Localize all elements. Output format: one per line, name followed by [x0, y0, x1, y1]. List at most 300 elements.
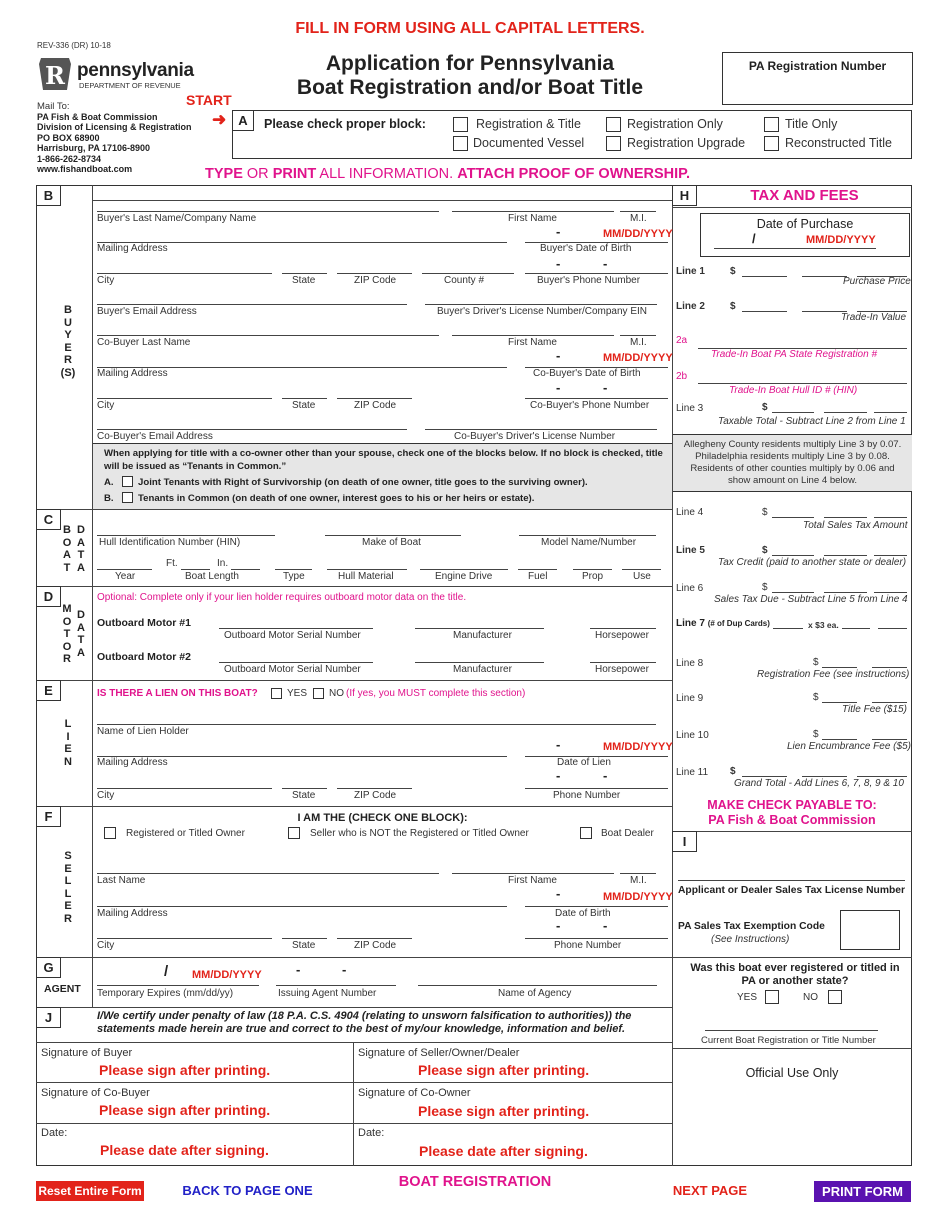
section-a-letter: A [232, 110, 254, 131]
vertical-letter: (S) [60, 366, 76, 379]
in-label: In. [217, 558, 229, 569]
type-input[interactable] [275, 569, 312, 570]
or-word: OR [242, 166, 273, 182]
county-tax-notice [673, 434, 912, 492]
year-label: Year [115, 571, 136, 582]
vertical-letter: U [64, 316, 72, 329]
line-7-input[interactable] [842, 628, 870, 629]
section-d-letter: D [36, 586, 61, 607]
registration-upgrade-label: Registration Upgrade [627, 136, 746, 150]
buyer-mi-input[interactable] [620, 211, 656, 212]
sales-tax-license-input[interactable] [678, 880, 905, 881]
phone-dash: - [603, 768, 608, 783]
date-buyer-label: Date: [41, 1127, 68, 1139]
next-page-button[interactable]: NEXT PAGE [672, 1183, 748, 1198]
dup-cards-input[interactable] [773, 628, 803, 629]
line-9-input[interactable] [822, 702, 857, 703]
cobuyer-city-label: City [97, 400, 115, 411]
issuing-agent-label: Issuing Agent Number [278, 988, 377, 999]
line-3-label: Line 3 [676, 403, 704, 414]
date-dash: - [556, 224, 561, 239]
lien-city-input[interactable] [97, 788, 272, 789]
line-4-input[interactable] [772, 517, 814, 518]
phone-dash: - [603, 918, 608, 933]
documented-vessel-label: Documented Vessel [473, 136, 585, 150]
lien-city-label: City [97, 790, 115, 801]
buyer-phone-input[interactable] [525, 273, 668, 274]
lien-date-label: Date of Lien [557, 757, 611, 768]
signature-middle-divider [353, 1042, 354, 1166]
motor-1-serial-input[interactable] [219, 628, 373, 629]
vertical-letter: A [77, 561, 85, 574]
motor-1-horsepower-label: Horsepower [595, 630, 649, 641]
boat-dealer-checkbox[interactable] [580, 827, 592, 839]
line-8-input[interactable] [822, 667, 857, 668]
cobuyer-dob-label: Co-Buyer's Date of Birth [533, 368, 641, 379]
registration-only-checkbox[interactable] [606, 117, 621, 132]
buyer-county-label: County # [444, 275, 485, 286]
signature-top-rule [36, 1042, 672, 1043]
buyer-city-input[interactable] [97, 273, 272, 274]
vertical-letter: D [77, 524, 85, 536]
right-column-divider [672, 185, 673, 1166]
hull-material-label: Hull Material [338, 571, 394, 582]
cobuyer-state-input[interactable] [282, 398, 327, 399]
fuel-input[interactable] [518, 569, 557, 570]
hull-material-input[interactable] [327, 569, 407, 570]
buyer-dob-label: Buyer's Date of Birth [540, 243, 632, 254]
lien-holder-input[interactable] [97, 724, 656, 725]
buyer-last-name-input[interactable] [97, 211, 439, 212]
lien-vertical-label [56, 718, 80, 768]
lien-state-input[interactable] [282, 788, 327, 789]
cobuyer-first-name-input[interactable] [452, 335, 614, 336]
logo-department: DEPARTMENT OF REVENUE [79, 81, 181, 90]
lien-zip-input[interactable] [337, 788, 412, 789]
mail-line: Division of Licensing & Registration [37, 122, 192, 133]
sig-coowner-field[interactable]: Please sign after printing. [418, 1103, 590, 1119]
line-8-label: Line 8 [676, 658, 704, 669]
reg-fee-label: Registration Fee (see instructions) [757, 669, 910, 680]
sig-buyer-label: Signature of Buyer [41, 1047, 133, 1059]
lien-no-label: NO [329, 688, 344, 699]
sig-cobuyer-field[interactable]: Please sign after printing. [99, 1102, 271, 1118]
see-instructions-label: (See Instructions) [711, 934, 790, 945]
sales-tax-license-label: Applicant or Dealer Sales Tax License Number [678, 885, 905, 896]
length-ft-input[interactable] [181, 569, 210, 570]
vertical-letter: N [64, 755, 72, 768]
boat-length-label: Boat Length [185, 571, 239, 582]
seller-first-name-label: First Name [508, 875, 557, 886]
seller-mailing-input[interactable] [97, 906, 507, 907]
sales-due-label: Sales Tax Due - Subtract Line 5 from Line 4 [714, 594, 908, 605]
line-5-input[interactable] [772, 555, 814, 556]
purchase-date-placeholder: MM/DD/YYYY [806, 234, 876, 246]
section-i-mid-rule [672, 957, 912, 958]
county-tax-text: Allegheny County residents multiply Line 3 by 0.07. Philadelphia residents multiply Line 3 by 0.08. Residents of other counties multiply by 0.06 and show amount on Line 4 below. [683, 439, 902, 486]
sig-seller-field[interactable]: Please sign after printing. [418, 1062, 590, 1078]
seller-city-input[interactable] [97, 938, 272, 939]
dollar-sign: $ [762, 402, 768, 413]
registration-title-checkbox[interactable] [453, 117, 468, 132]
documented-vessel-checkbox[interactable] [453, 136, 468, 151]
motor-optional-note: Optional: Complete only if your lien holder requires outboard motor data on the title. [97, 592, 467, 603]
line-10-input[interactable] [872, 739, 907, 740]
joint-tenants-checkbox[interactable] [122, 476, 133, 487]
vertical-letter: L [64, 875, 72, 887]
dup-cards-label: (# of Dup Cards) [707, 619, 770, 628]
phone-dash: - [556, 380, 561, 395]
lien-yes-checkbox[interactable] [271, 688, 282, 699]
line-6-input[interactable] [874, 592, 907, 593]
use-input[interactable] [622, 569, 661, 570]
date-dash: - [556, 886, 561, 901]
buyer-first-name-label: First Name [508, 213, 557, 224]
vertical-letter: A [77, 536, 85, 549]
issuing-agent-input[interactable] [276, 985, 396, 986]
vertical-letter: R [63, 653, 71, 665]
line-8-input[interactable] [872, 667, 907, 668]
vertical-letter: E [64, 341, 72, 354]
buyer-zip-input[interactable] [337, 273, 412, 274]
ownership-notice-text: When applying for title with a co-owner other than your spouse, check one of the blocks below. If no block is checked, title will be issued as “Tenants in Common.” [104, 448, 663, 472]
current-registration-label: Current Boat Registration or Title Number [701, 1035, 876, 1046]
divider-e-f [36, 806, 672, 807]
title-line-2: Boat Registration and/or Boat Title [296, 76, 644, 99]
registered-yes-checkbox[interactable] [765, 990, 779, 1004]
reset-form-button[interactable]: Reset Entire Form [36, 1181, 144, 1201]
title-line-1: Application for Pennsylvania [325, 52, 615, 75]
hin-input[interactable] [97, 535, 275, 536]
lien-mailing-label: Mailing Address [97, 757, 168, 768]
buyer-dl-input[interactable] [425, 304, 657, 305]
cobuyer-city-input[interactable] [97, 398, 272, 399]
line-4-label: Line 4 [676, 507, 704, 518]
line-11-label: Line 11 [676, 767, 709, 778]
tenants-common-label: Tenants in Common (on death of one owner, interest goes to his or her heirs or estate). [138, 493, 535, 504]
cobuyer-email-input[interactable] [97, 429, 407, 430]
motor-2-serial-label: Outboard Motor Serial Number [224, 664, 361, 675]
motor-vertical-label [61, 603, 73, 666]
pa-registration-number-label: PA Registration Number [748, 59, 887, 73]
vertical-letter: T [63, 628, 71, 640]
section-g-letter: G [36, 957, 61, 978]
line-11-input[interactable] [802, 776, 847, 777]
buyer-email-input[interactable] [97, 304, 407, 305]
line-1-input[interactable] [802, 276, 847, 277]
line-6-input[interactable] [772, 592, 814, 593]
start-arrow-icon: ➜ [212, 110, 227, 129]
lien-note: (If yes, you MUST complete this section) [346, 688, 526, 699]
cobuyer-dl-input[interactable] [425, 429, 657, 430]
trade-hin-label: Trade-In Boat Hull ID # (HIN) [729, 385, 858, 396]
phone-dash: - [556, 256, 561, 271]
date-of-purchase-label: Date of Purchase [756, 217, 854, 231]
type-print-instruction [205, 166, 690, 182]
signature-row-rule [36, 1123, 672, 1124]
section-i-letter: I [672, 831, 697, 852]
agency-name-label: Name of Agency [498, 988, 572, 999]
mail-line: 1-866-262-8734 [37, 153, 102, 164]
seller-zip-label: ZIP Code [354, 940, 397, 951]
line-11-input[interactable] [742, 776, 787, 777]
mail-line: www.fishandboat.com [37, 164, 133, 175]
line-3-input[interactable] [824, 412, 867, 413]
sig-cobuyer-label: Signature of Co-Buyer [41, 1087, 150, 1099]
seller-phone-label: Phone Number [554, 940, 622, 951]
vertical-letter: E [64, 862, 72, 875]
line-9-label: Line 9 [676, 693, 704, 704]
buyer-state-input[interactable] [282, 273, 327, 274]
trade-hin-input[interactable] [698, 383, 907, 384]
dollar-sign: $ [762, 507, 768, 518]
seller-zip-input[interactable] [337, 938, 412, 939]
pa-registration-number-box[interactable] [722, 52, 913, 105]
title-only-label: Title Only [785, 117, 838, 131]
logo-name: pennsylvania [77, 60, 194, 81]
tax-credit-label: Tax Credit (paid to another state or dealer) [718, 557, 907, 568]
motor-2-horsepower-input[interactable] [590, 662, 656, 663]
trade-in-label: Trade-In Value [841, 312, 907, 323]
tax-title-rule [672, 207, 912, 208]
motor-1-manufacturer-input[interactable] [415, 628, 544, 629]
keystone-logo-icon [37, 56, 73, 92]
cobuyer-mi-input[interactable] [620, 335, 656, 336]
buyer-state-label: State [292, 275, 316, 286]
motor-2-label: Outboard Motor #2 [97, 651, 191, 663]
registered-owner-checkbox[interactable] [104, 827, 116, 839]
motor-2-manufacturer-label: Manufacturer [453, 664, 512, 675]
vertical-letter: R [64, 354, 72, 366]
cobuyer-zip-label: ZIP Code [354, 400, 397, 411]
exemption-code-input[interactable] [840, 910, 900, 950]
date-slash: / [164, 963, 169, 980]
motor-1-serial-label: Outboard Motor Serial Number [224, 630, 361, 641]
joint-tenants-letter: A. [104, 477, 114, 488]
vertical-letter: S [64, 850, 72, 862]
registered-question: Was this boat ever registered or titled in PA or another state? [690, 962, 900, 987]
lien-zip-label: ZIP Code [354, 790, 397, 801]
line-1-label: Line 1 [676, 266, 705, 277]
tax-fees-title: TAX AND FEES [750, 187, 859, 204]
motor-2-manufacturer-input[interactable] [415, 662, 544, 663]
line-3-input[interactable] [772, 412, 814, 413]
seller-city-label: City [97, 940, 115, 951]
agency-name-input[interactable] [418, 985, 657, 986]
form-title [250, 52, 690, 100]
seller-state-label: State [292, 940, 316, 951]
mail-address-block [37, 112, 192, 174]
date-seller-field[interactable]: Please date after signing. [419, 1143, 588, 1159]
fuel-label: Fuel [528, 571, 548, 582]
type-label: Type [283, 571, 305, 582]
phone-dash: - [556, 918, 561, 933]
date-buyer-field[interactable]: Please date after signing. [100, 1142, 269, 1158]
title-only-checkbox[interactable] [764, 117, 779, 132]
line-3-input[interactable] [874, 412, 907, 413]
buyer-county-input[interactable] [422, 273, 514, 274]
line-11-input[interactable] [857, 776, 907, 777]
temp-expires-label: Temporary Expires (mm/dd/yy) [97, 988, 234, 999]
buyer-last-name-label: Buyer's Last Name/Company Name [97, 213, 257, 224]
cobuyer-zip-input[interactable] [337, 398, 412, 399]
line-2-label: Line 2 [676, 301, 705, 312]
sig-buyer-field[interactable]: Please sign after printing. [99, 1062, 271, 1078]
seller-state-input[interactable] [282, 938, 327, 939]
line-7-input[interactable] [878, 628, 907, 629]
agent-dash: - [296, 962, 301, 977]
date-dash: - [556, 348, 561, 363]
engine-drive-input[interactable] [420, 569, 508, 570]
registration-only-label: Registration Only [627, 117, 723, 131]
buyer-email-label: Buyer's Email Address [97, 306, 197, 317]
payable-to [672, 798, 912, 828]
sig-coowner-label: Signature of Co-Owner [358, 1087, 471, 1099]
vertical-letter: L [64, 887, 72, 900]
seller-dob-input[interactable] [525, 906, 668, 907]
tenants-common-checkbox[interactable] [122, 492, 133, 503]
dollar-sign: $ [730, 766, 736, 777]
line-4-input[interactable] [824, 517, 867, 518]
motor-2-serial-input[interactable] [219, 662, 373, 663]
print-form-button[interactable]: PRINT FORM [814, 1181, 911, 1202]
line-7-label: Line 7 [676, 618, 705, 629]
section-c-letter: C [36, 509, 61, 530]
hin-label: Hull Identification Number (HIN) [99, 537, 241, 548]
buyer-mi-label: M.I. [630, 213, 647, 224]
line-10-input[interactable] [822, 739, 857, 740]
registration-upgrade-checkbox[interactable] [606, 136, 621, 151]
lien-state-label: State [292, 790, 316, 801]
lien-holder-label: Name of Lien Holder [97, 726, 189, 737]
phone-dash: - [603, 380, 608, 395]
svg-text:R: R [45, 61, 65, 90]
vertical-letter: T [63, 561, 71, 574]
agent-dash: - [342, 962, 347, 977]
grand-total-label: Grand Total - Add Lines 6, 7, 8, 9 & 10 [734, 778, 904, 789]
date-of-purchase-input[interactable] [714, 248, 876, 249]
use-label: Use [633, 571, 651, 582]
line-2a-label: 2a [676, 335, 688, 346]
temp-expires-input[interactable] [97, 985, 259, 986]
line-4-input[interactable] [874, 517, 907, 518]
trade-reg-label: Trade-In Boat PA State Registration # [711, 349, 878, 360]
line-9-input[interactable] [872, 702, 907, 703]
official-use-rule [672, 1048, 912, 1049]
buyer-first-name-input[interactable] [452, 211, 614, 212]
cobuyer-phone-input[interactable] [525, 398, 668, 399]
vertical-letter: B [64, 304, 72, 316]
seller-not-owner-checkbox[interactable] [288, 827, 300, 839]
seller-heading: I AM THE (CHECK ONE BLOCK): [297, 812, 468, 824]
proof-ownership-text: ATTACH PROOF OF OWNERSHIP. [457, 166, 690, 182]
length-in-input[interactable] [231, 569, 260, 570]
divider-g-j [36, 1007, 672, 1008]
x3-label: x $3 ea. [808, 620, 839, 630]
seller-not-owner-label: Seller who is NOT the Registered or Titled Owner [310, 828, 529, 839]
date-dash: - [556, 737, 561, 752]
section-b-letter: B [36, 185, 61, 206]
vertical-letter: O [62, 640, 72, 653]
mail-line: PO BOX 68900 [37, 132, 100, 143]
seller-vertical-label [56, 850, 80, 925]
cobuyer-last-name-input[interactable] [97, 335, 439, 336]
model-input[interactable] [519, 535, 656, 536]
date-of-purchase-box[interactable] [700, 213, 910, 257]
type-word: TYPE [205, 166, 243, 182]
registered-no-checkbox[interactable] [828, 990, 842, 1004]
prop-input[interactable] [573, 569, 612, 570]
current-registration-input[interactable] [705, 1030, 878, 1031]
make-label: Make of Boat [362, 537, 421, 548]
cobuyer-phone-label: Co-Buyer's Phone Number [530, 400, 650, 411]
vertical-letter: Y [64, 329, 72, 341]
line-5-input[interactable] [874, 555, 907, 556]
seller-first-name-input[interactable] [452, 873, 614, 874]
seller-mi-label: M.I. [630, 875, 647, 886]
lien-no-checkbox[interactable] [313, 688, 324, 699]
lien-date-placeholder: MM/DD/YYYY [603, 741, 673, 753]
motor-1-horsepower-input[interactable] [590, 628, 656, 629]
exemption-code-label: PA Sales Tax Exemption Code [678, 921, 825, 932]
mail-line: Harrisburg, PA 17106-8900 [37, 143, 151, 154]
lien-fee-label: Lien Encumbrance Fee ($5) [787, 741, 911, 752]
year-input[interactable] [97, 569, 152, 570]
back-page-one-button[interactable]: BACK TO PAGE ONE [182, 1183, 313, 1198]
reconstructed-title-checkbox[interactable] [764, 136, 779, 151]
line-6-input[interactable] [824, 592, 867, 593]
section-f-letter: F [36, 806, 61, 827]
mail-line: PA Fish & Boat Commission [37, 112, 158, 122]
left-label-column-divider [92, 185, 93, 1007]
data-vertical-label [75, 524, 87, 574]
line-2-input[interactable] [742, 311, 787, 312]
line-5-input[interactable] [824, 555, 867, 556]
agent-label: AGENT [44, 983, 81, 995]
fill-caps-instruction: FILL IN FORM USING ALL CAPITAL LETTERS. [295, 20, 645, 37]
vertical-letter: L [64, 718, 72, 730]
cobuyer-dob-placeholder: MM/DD/YYYY [603, 352, 673, 364]
engine-drive-label: Engine Drive [435, 571, 493, 582]
vertical-letter: O [62, 615, 72, 628]
mail-to-label: Mail To: [37, 101, 70, 112]
vertical-letter: T [77, 634, 85, 646]
agent-temp-placeholder: MM/DD/YYYY [192, 969, 262, 981]
line-1-input[interactable] [742, 276, 787, 277]
buyer-zip-label: ZIP Code [354, 275, 397, 286]
boat-dealer-label: Boat Dealer [601, 828, 654, 839]
seller-last-name-input[interactable] [97, 873, 439, 874]
section-a-prompt: Please check proper block: [264, 117, 426, 131]
payable-line-2: PA Fish & Boat Commission [708, 813, 876, 827]
dollar-sign: $ [730, 301, 736, 312]
purchase-price-label: Purchase Price [843, 276, 911, 287]
seller-phone-input[interactable] [525, 938, 668, 939]
section-j-letter: J [36, 1007, 61, 1028]
lien-question: IS THERE A LIEN ON THIS BOAT? [97, 688, 258, 699]
seller-mi-input[interactable] [620, 873, 656, 874]
line-10-label: Line 10 [676, 730, 709, 741]
print-word: PRINT [272, 166, 317, 182]
vertical-letter: A [77, 621, 85, 634]
make-input[interactable] [325, 535, 461, 536]
data-vertical-label [75, 609, 87, 659]
certification-text: I/We certify under penalty of law (18 P.A. C.S. 4904 (relating to unsworn falsification to authorities)) the statements made herein are true and correct to the best of my/our knowledge, information and belief. [97, 1010, 632, 1035]
start-label: START [186, 92, 232, 108]
lien-phone-input[interactable] [525, 788, 668, 789]
dollar-sign: $ [813, 692, 819, 703]
date-seller-label: Date: [358, 1127, 385, 1139]
